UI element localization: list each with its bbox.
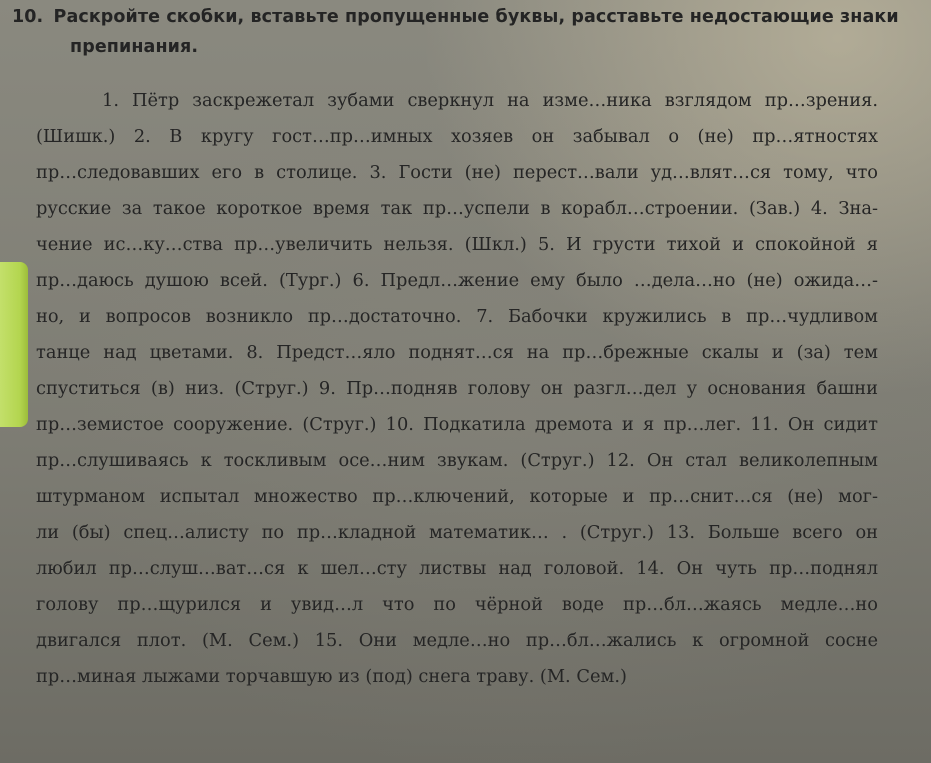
exercise-line: пр…земистое сооружение. (Струг.) 10. Подкатила дремота и я пр…лег. 11. Он сидит <box>36 414 878 435</box>
task-instruction-line-2: препинания. <box>70 37 199 57</box>
exercise-line: пр…слушиваясь к тоскливым осе…ним звукам. (Струг.) 12. Он стал великолепным <box>36 450 878 471</box>
task-number: 10. <box>12 7 44 27</box>
exercise-line: ли (бы) спец…алисту по пр…кладной математик… . (Струг.) 13. Больше всего он <box>36 522 878 543</box>
task-heading <box>12 2 917 62</box>
exercise-line: русские за такое короткое время так пр…успели в корабл…строении. (Зав.) 4. Зна- <box>36 198 878 219</box>
exercise-line: пр…следовавших его в столице. 3. Гости (не) перест…вали уд…влят…ся тому, что <box>36 162 878 183</box>
exercise-line: танце над цветами. 8. Предст…яло поднят…ся на пр…брежные скалы и (за) тем <box>36 342 878 363</box>
exercise-line: пр…миная лыжами торчавшую из (под) снега траву. (М. Сем.) <box>36 666 627 687</box>
exercise-line: 1. Пётр заскрежетал зубами сверкнул на изме…ника взглядом пр…зрения. <box>102 90 878 111</box>
exercise-line: но, и вопросов возникло пр…достаточно. 7. Бабочки кружились в пр…чудливом <box>36 306 878 327</box>
exercise-line: чение ис…ку…ства пр…увеличить нельзя. (Шкл.) 5. И грусти тихой и спокойной я <box>36 234 878 255</box>
exercise-line: пр…даюсь душою всей. (Тург.) 6. Предл…жение ему было …дела…но (не) ожида…- <box>36 270 878 291</box>
exercise-line: любил пр…слуш…ват…ся к шел…сту листвы над головой. 14. Он чуть пр…поднял <box>36 558 878 579</box>
exercise-line: спуститься (в) низ. (Струг.) 9. Пр…подняв голову он разгл…дел у основания башни <box>36 378 878 399</box>
exercise-line: двигался плот. (М. Сем.) 15. Они медле…но пр…бл…жались к огромной сосне <box>36 630 878 651</box>
exercise-line: (Шишк.) 2. В кругу гост…пр…имных хозяев он забывал о (не) пр…ятностях <box>36 126 878 147</box>
exercise-line: штурманом испытал множество пр…ключений, которые и пр…снит…ся (не) мог- <box>36 486 878 507</box>
highlighter-marker <box>0 262 28 427</box>
exercise-line: голову пр…щурился и увид…л что по чёрной воде пр…бл…жаясь медле…но <box>36 594 878 615</box>
task-instruction-line-1: Раскройте скобки, вставьте пропущенные буквы, расставьте недостающие знаки <box>53 7 899 27</box>
